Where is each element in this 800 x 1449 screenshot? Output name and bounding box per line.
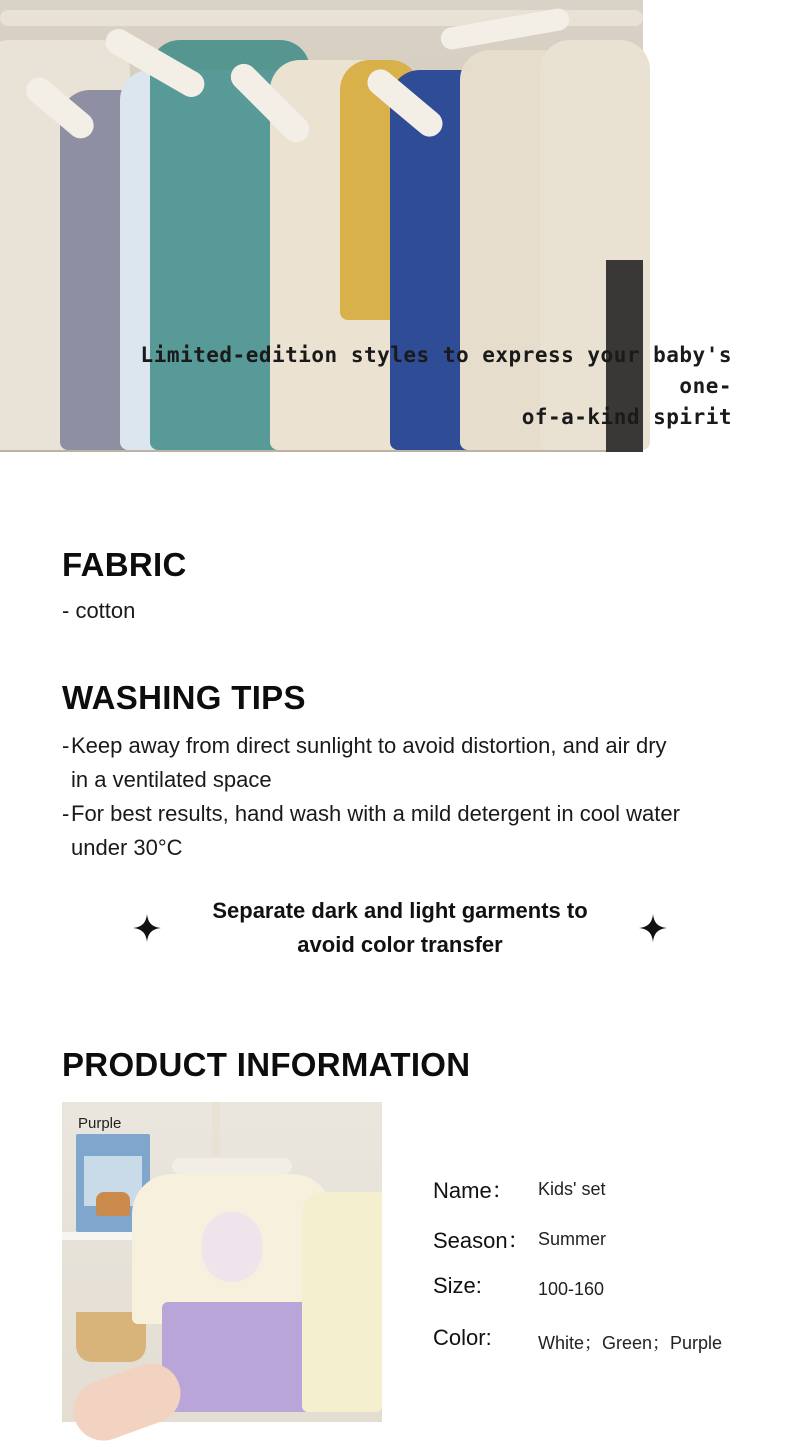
color-transfer-note xyxy=(190,894,610,962)
sparkle-icon-left xyxy=(133,914,161,942)
tip-text-line: in a ventilated space xyxy=(71,767,272,792)
tip-text-line: under 30°C xyxy=(71,835,183,860)
hero-caption-line2: of-a-kind spirit xyxy=(521,405,732,429)
info-key: Season： xyxy=(433,1228,530,1253)
note-line1: Separate dark and light garments to xyxy=(212,898,588,923)
tip-dash: - xyxy=(62,801,70,826)
product-info-title: PRODUCT INFORMATION xyxy=(62,1046,471,1083)
washing-tip-1 xyxy=(62,729,722,797)
bunny-print xyxy=(202,1212,262,1282)
info-value: 100-160 xyxy=(538,1279,605,1299)
shorts xyxy=(162,1302,312,1412)
sparkle-icon-right xyxy=(639,914,667,942)
tip-dash: - xyxy=(62,733,70,758)
hero-caption xyxy=(128,340,732,433)
color-tag: Purple xyxy=(78,1115,122,1132)
fabric-title: FABRIC xyxy=(62,546,187,583)
hanger xyxy=(172,1158,292,1174)
washing-tip-2 xyxy=(62,797,722,865)
washing-tips-title: WASHING TIPS xyxy=(62,679,306,716)
shelf xyxy=(62,1232,142,1240)
info-key: Size: xyxy=(433,1273,482,1298)
product-photo xyxy=(62,1102,382,1422)
tip-text-line: For best results, hand wash with a mild detergent in cool water xyxy=(71,801,680,826)
side-garment xyxy=(302,1192,382,1412)
tip-text-line: Keep away from direct sunlight to avoid distortion, and air dry xyxy=(71,733,667,758)
info-key: Color: xyxy=(433,1325,492,1350)
info-key: Name： xyxy=(433,1178,514,1203)
hero-caption-line1: Limited-edition styles to express your baby's one- xyxy=(140,343,732,398)
fabric-item: - cotton xyxy=(62,598,136,623)
note-line2: avoid color transfer xyxy=(297,932,503,957)
info-value: Kids' set xyxy=(538,1179,606,1199)
info-value: Summer xyxy=(538,1229,607,1249)
info-value: White；Green；Purple xyxy=(538,1333,723,1353)
hero-photo xyxy=(0,0,732,452)
